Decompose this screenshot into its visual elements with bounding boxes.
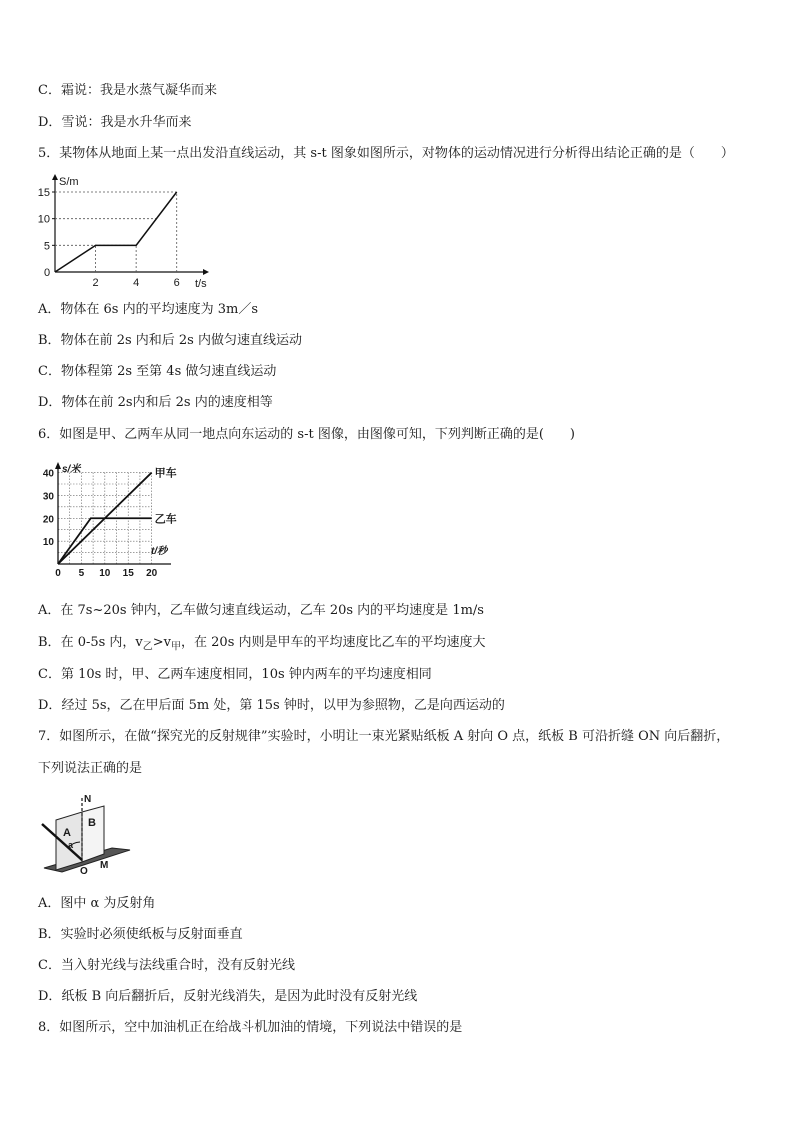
- x-tick-label: 2: [92, 277, 99, 289]
- q5-stem: 5．某物体从地面上某一点出发沿直线运动，其 s-t 图象如图所示，对物体的运动情况进行分析得出结论正确的是（ ）: [38, 146, 734, 161]
- x-axis-label: t/秒: [151, 546, 168, 557]
- label-a: A: [63, 827, 71, 839]
- x-tick-label: 10: [99, 568, 111, 579]
- origin-label: 0: [44, 267, 51, 279]
- y-tick-label: 40: [42, 468, 54, 480]
- y-tick-label: 5: [43, 240, 50, 253]
- q7-option-d: D．纸板 B 向后翻折后，反射光线消失，是因为此时没有反射光线: [38, 989, 418, 1004]
- q8-stem: 8．如图所示，空中加油机正在给战斗机加油的情境，下列说法中错误的是: [38, 1020, 463, 1035]
- series-line-s: [55, 192, 177, 272]
- q5-option-a: A．物体在 6s 内的平均速度为 3m／s: [38, 302, 258, 317]
- q5-option-b: B．物体在前 2s 内和后 2s 内做匀速直线运动: [38, 333, 302, 348]
- q6-option-d: D．经过 5s，乙在甲后面 5m 处，第 15s 钟时，以甲为参照物，乙是向西运动的: [38, 698, 505, 713]
- x-axis-label: t/s: [195, 278, 207, 290]
- x-tick-label: 15: [122, 568, 134, 579]
- q7-option-c: C．当入射光线与法线重合时，没有反射光线: [38, 958, 295, 973]
- q6-option-b: B．在 0-5s 内，$v_乙>v_甲$，在 20s 内则是甲车的平均速度比乙车的平均速度大: [38, 635, 486, 653]
- option-d-prev: D．雪说：我是水升华而来: [38, 115, 192, 130]
- q6-option-c: C．第 10s 时，甲、乙两车速度相同，10s 钟内两车的平均速度相同: [38, 667, 432, 682]
- label-b: B: [88, 817, 96, 829]
- y-tick-label: 20: [42, 514, 54, 526]
- series-label-yi: 乙车: [154, 513, 177, 526]
- q6-st-graph: [36, 460, 186, 588]
- label-o: O: [80, 866, 88, 877]
- board-b: [82, 806, 104, 862]
- option-c-prev: C．霜说：我是水蒸气凝华而来: [38, 83, 217, 98]
- q7-option-a: A．图中 α 为反射角: [38, 896, 156, 911]
- q6-stem: 6．如图是甲、乙两车从同一地点向东运动的 s-t 图像，由图像可知，下列判断正确的是( ): [38, 427, 575, 442]
- x-axis-arrow: [203, 269, 209, 275]
- x-tick-label: 4: [133, 277, 140, 289]
- y-tick-label: 10: [37, 213, 50, 226]
- label-m: M: [100, 860, 109, 871]
- q7-stem-line1: 7．如图所示，在做“探究光的反射规律”实验时，小明让一束光紧贴纸板 A 射向 O 点，纸板 B 可沿折缝 ON 向后翻折，: [38, 729, 730, 744]
- y-axis-arrow: [55, 462, 61, 469]
- y-tick-label: 15: [37, 187, 50, 199]
- label-alpha: a: [68, 840, 74, 850]
- q7-reflection-figure: [34, 790, 134, 878]
- y-tick-label: 10: [42, 537, 54, 549]
- y-axis-label: S/m: [59, 176, 79, 188]
- y-axis-arrow: [52, 174, 58, 180]
- x-tick-label: 0: [55, 568, 61, 579]
- q5-option-d: D．物体在前 2s内和后 2s 内的速度相等: [38, 395, 273, 410]
- q5-st-graph: [30, 172, 220, 290]
- y-tick-label: 30: [42, 491, 54, 503]
- q5-option-c: C．物体程第 2s 至第 4s 做匀速直线运动: [38, 364, 277, 379]
- series-label-jia: 甲车: [154, 467, 177, 480]
- x-tick-label: 6: [173, 277, 180, 289]
- q7-option-b: B．实验时必须使纸板与反射面垂直: [38, 927, 243, 942]
- q7-stem-line2: 下列说法正确的是: [38, 761, 143, 776]
- label-n: N: [84, 794, 92, 805]
- q6-option-a: A．在 7s~20s 钟内，乙车做匀速直线运动，乙车 20s 内的平均速度是 1m/s: [38, 603, 484, 618]
- y-axis-label: s/米: [62, 464, 81, 475]
- x-tick-label: 20: [146, 568, 158, 579]
- x-tick-label: 5: [78, 568, 85, 579]
